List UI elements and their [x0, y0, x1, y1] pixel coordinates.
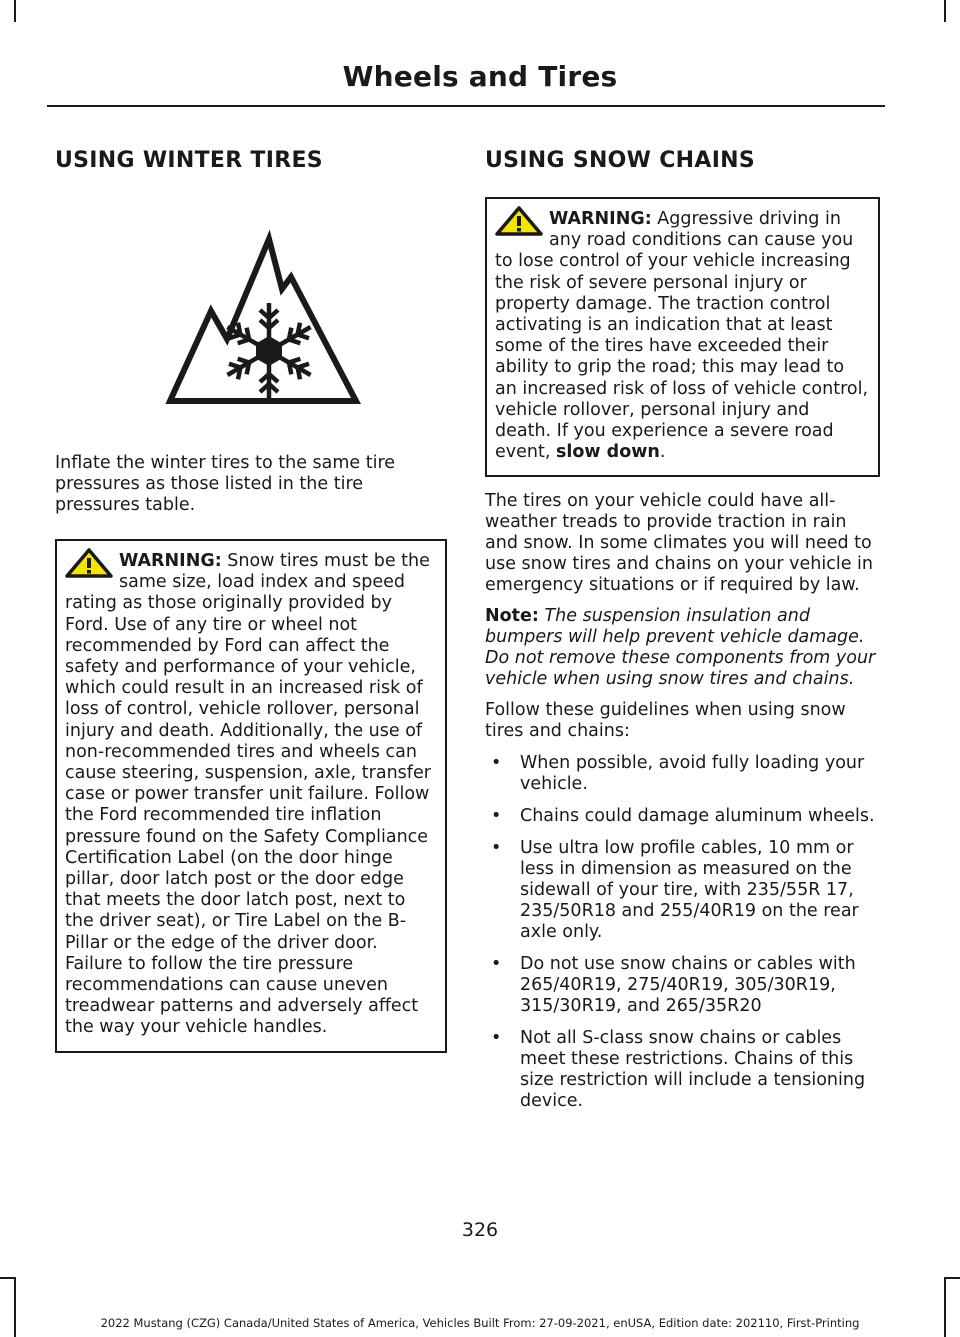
warning-end: . [659, 442, 666, 463]
list-item: • Use ultra low profile cables, 10 mm or less in dimension as measured on the sidewall of your tire, with 235/55R 17, 235/50R18 and 255/40R19 on the rear axle only. [491, 838, 859, 943]
snow-chains-guidelines [485, 753, 880, 1112]
list-item: • Do not use snow chains or cables with 265/40R19, 275/40R19, 305/30R19, 315/30R19, and 265/35R20 [491, 954, 856, 1017]
warning-text: Snow tires must be the same size, load index and speed rating as those originally provided by Ford. Use of any tire or wheel not recommended by Ford can affect the safety and performance of your vehicle, which could result in an increased risk of loss of control, vehicle rollover, personal injury and death. Additionally, the use of non-recommended tires and wheels can cause steering, suspension, axle, transfer case or power transfer unit failure. Follow the Ford recommended tire inflation pressure found on the Safety Compliance Certification Label (on the door hinge pillar, door latch post or the door edge that meets the door latch post, next to the driver seat), or Tire Label on the B-Pillar or the edge of the driver door. Failure to follow the tire pressure recommendations can cause uneven treadwear patterns and adversely affect the way your vehicle handles. [65, 551, 431, 1038]
warning-label: WARNING: [119, 551, 222, 571]
bullet-icon: • [491, 753, 502, 774]
crop-mark-bottom-left-h [0, 1277, 16, 1279]
slow-down-emphasis: slow down [555, 442, 660, 463]
page-number: 326 [461, 1219, 499, 1241]
warning-triangle-icon [65, 548, 113, 578]
note-text: The suspension insulation and bumpers will help prevent vehicle damage. Do not remove these components from your vehicle when using snow tires and chains. [485, 606, 876, 690]
bullet-icon: • [491, 1028, 502, 1049]
note-label: Note: [485, 606, 539, 627]
warning-label: WARNING: [549, 209, 652, 229]
header-divider [47, 105, 885, 107]
crop-mark-top-left [14, 0, 16, 22]
warning-triangle-icon [495, 206, 543, 236]
left-column [55, 148, 447, 1053]
list-item: • Not all S-class snow chains or cables meet these restrictions. Chains of this size restriction will include a tensioning device. [491, 1028, 866, 1112]
bullet-icon: • [491, 838, 502, 859]
snow-chains-heading: USING SNOW CHAINS [485, 148, 756, 173]
crop-mark-bottom-right-h [944, 1277, 960, 1279]
warning-text: Aggressive driving in any road conditions can cause you to lose control of your vehicle increasing the risk of severe personal injury or property damage. The traction control activating is an indication that at least some of the tires have exceeded their ability to grip the road; this may lead to an increased risk of loss of vehicle control, vehicle rollover, personal injury and death. If you experience a severe road event, [495, 209, 869, 463]
footer-edition-info: 2022 Mustang (CZG) Canada/United States of America, Vehicles Built From: 27-09-2021, enUSA, Edition date: 202110, First-Printing [100, 1316, 860, 1330]
snow-chains-warning [485, 197, 880, 477]
right-column [485, 148, 880, 1123]
winter-tires-intro: Inflate the winter tires to the same tire pressures as those listed in the tire pressures table. [55, 453, 396, 515]
list-item: • When possible, avoid fully loading your vehicle. [491, 753, 865, 795]
bullet-icon: • [491, 806, 502, 827]
mountain-snowflake-icon [165, 225, 361, 407]
bullet-icon: • [491, 954, 502, 975]
crop-mark-top-right [944, 0, 946, 22]
page-header-title: Wheels and Tires [342, 60, 618, 93]
snow-chains-para-2: Follow these guidelines when using snow tires and chains: [485, 700, 846, 742]
snow-chains-note [485, 606, 880, 690]
winter-tires-heading: USING WINTER TIRES [55, 148, 323, 173]
winter-tires-warning [55, 539, 447, 1053]
snow-chains-para-1: The tires on your vehicle could have all-weather treads to provide traction in rain and snow. In some climates you will need to use snow tires and chains on your vehicle in emergency situations or if required by law. [485, 491, 873, 596]
list-item: • Chains could damage aluminum wheels. [491, 806, 875, 827]
